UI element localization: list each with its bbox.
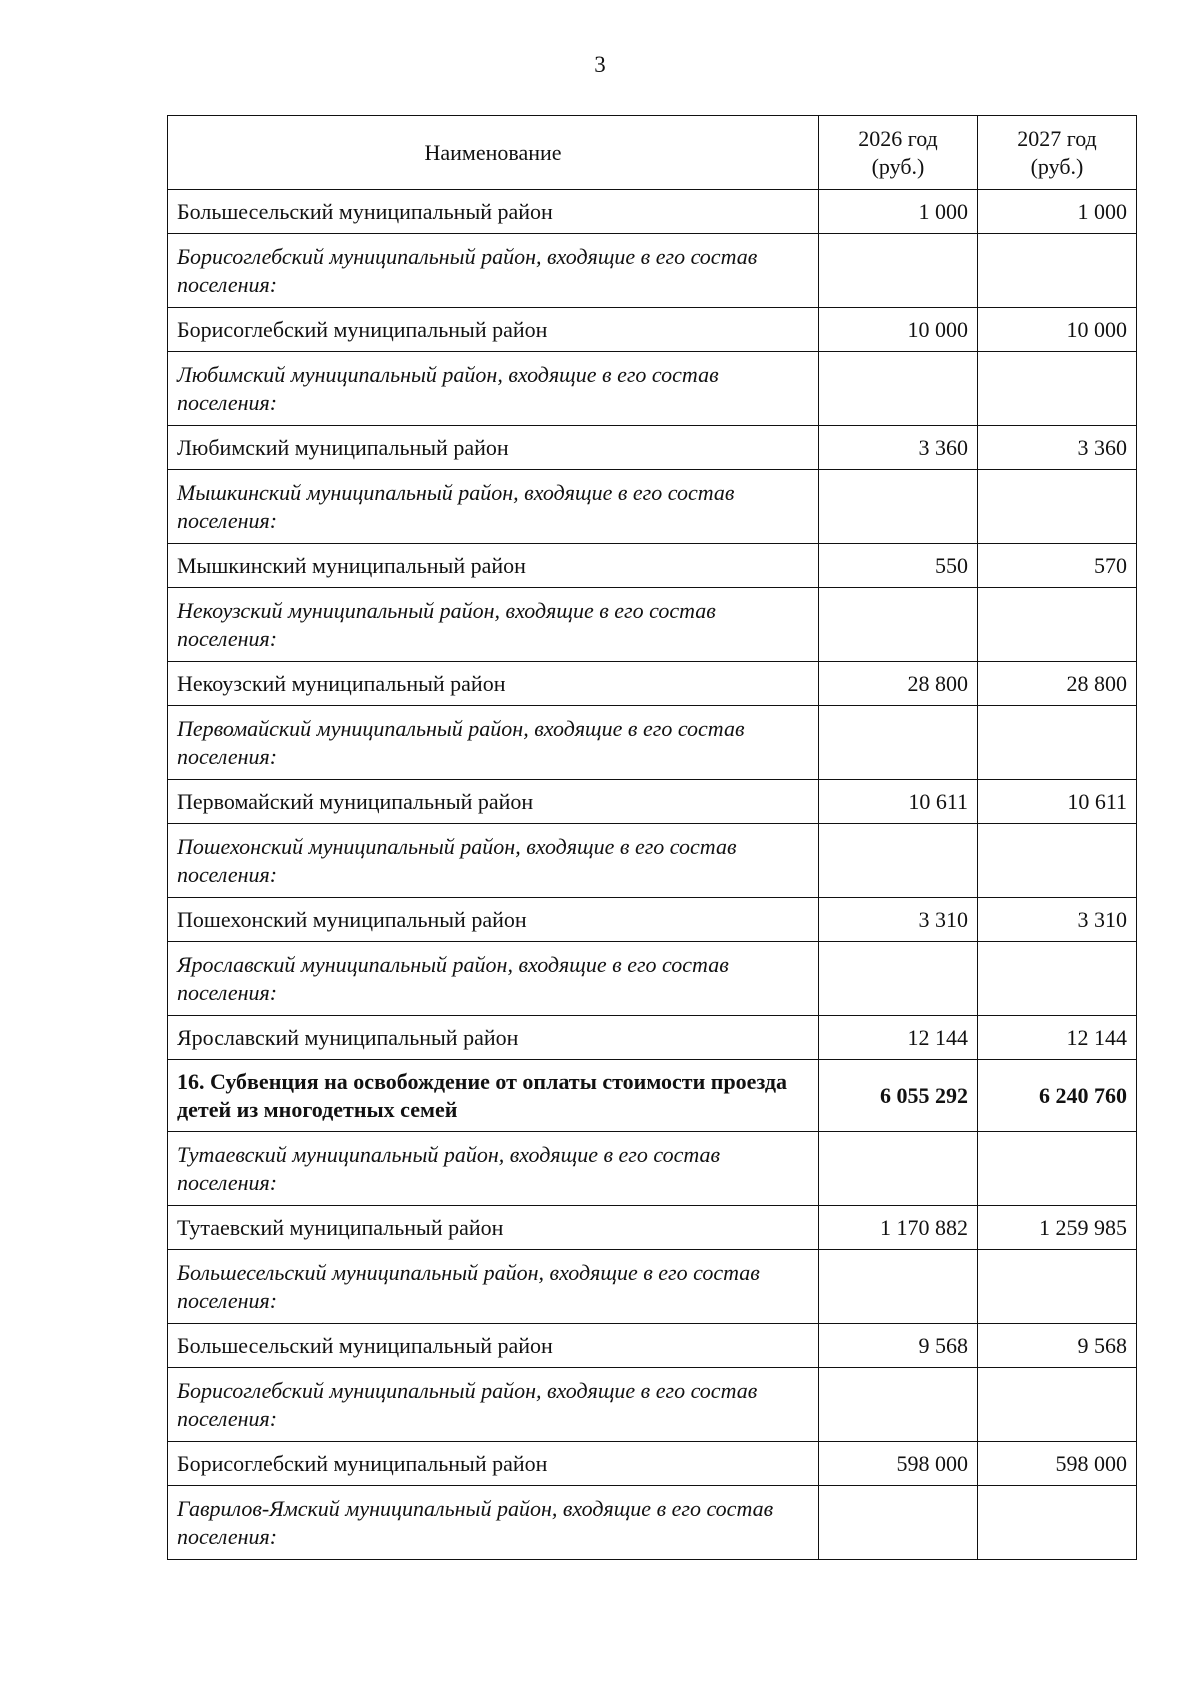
row-value-2027-cell: 10 000 [978, 308, 1137, 352]
table-row [168, 588, 1137, 662]
table-row [168, 234, 1137, 308]
row-value-2026-cell: 9 568 [819, 1324, 978, 1368]
table-row [168, 426, 1137, 470]
row-value-2027-cell [978, 1250, 1137, 1324]
table-row [168, 662, 1137, 706]
row-name-cell: Пошехонский муниципальный район [168, 898, 819, 942]
page-number: 3 [594, 52, 606, 77]
table-row [168, 1132, 1137, 1206]
table-row [168, 780, 1137, 824]
header-year-2026-label: 2026 год [858, 125, 938, 151]
row-value-2026-cell: 1 000 [819, 190, 978, 234]
row-value-2027-cell [978, 1132, 1137, 1206]
header-year-2027 [978, 116, 1137, 190]
table-row [168, 942, 1137, 1016]
row-value-2027-cell [978, 824, 1137, 898]
row-name-cell: Ярославский муниципальный район [168, 1016, 819, 1060]
row-name-cell: Пошехонский муниципальный район, входящие в его состав поселения: [168, 824, 819, 898]
row-value-2026-cell: 10 000 [819, 308, 978, 352]
row-value-2027-cell [978, 942, 1137, 1016]
row-value-2026-cell [819, 352, 978, 426]
row-value-2027-cell: 570 [978, 544, 1137, 588]
row-value-2026-cell: 1 170 882 [819, 1206, 978, 1250]
row-value-2026-cell [819, 706, 978, 780]
row-value-2027-cell [978, 352, 1137, 426]
row-value-2027-cell [978, 1486, 1137, 1560]
table-row [168, 470, 1137, 544]
row-name-cell: Мышкинский муниципальный район [168, 544, 819, 588]
header-year-2026 [819, 116, 978, 190]
row-value-2027-cell [978, 470, 1137, 544]
header-year-2027-unit: (руб.) [1030, 153, 1084, 179]
row-name-cell: Борисоглебский муниципальный район, входящие в его состав поселения: [168, 1368, 819, 1442]
row-value-2026-cell [819, 942, 978, 1016]
row-value-2027-cell: 10 611 [978, 780, 1137, 824]
row-name-cell: Мышкинский муниципальный район, входящие в его состав поселения: [168, 470, 819, 544]
table-row [168, 1250, 1137, 1324]
header-year-2026-unit: (руб.) [871, 153, 925, 179]
row-value-2027-cell: 9 568 [978, 1324, 1137, 1368]
table-row [168, 308, 1137, 352]
row-value-2026-cell: 598 000 [819, 1442, 978, 1486]
row-name-cell: Любимский муниципальный район [168, 426, 819, 470]
row-name-cell: Тутаевский муниципальный район, входящие в его состав поселения: [168, 1132, 819, 1206]
row-name-cell: Некоузский муниципальный район [168, 662, 819, 706]
table-row [168, 1368, 1137, 1442]
table-row [168, 1324, 1137, 1368]
row-value-2027-cell [978, 1368, 1137, 1442]
row-value-2027-cell: 3 360 [978, 426, 1137, 470]
row-value-2026-cell [819, 470, 978, 544]
row-value-2026-cell: 10 611 [819, 780, 978, 824]
table-body [168, 190, 1137, 1560]
table-row [168, 1016, 1137, 1060]
row-name-cell: 16. Субвенция на освобождение от оплаты стоимости проезда детей из многодетных семей [168, 1060, 819, 1132]
row-value-2027-cell [978, 706, 1137, 780]
table-row [168, 1486, 1137, 1560]
row-value-2026-cell [819, 1486, 978, 1560]
table-header-row [168, 116, 1137, 190]
row-value-2026-cell [819, 1132, 978, 1206]
row-name-cell: Первомайский муниципальный район, входящие в его состав поселения: [168, 706, 819, 780]
row-value-2027-cell: 1 259 985 [978, 1206, 1137, 1250]
row-name-cell: Гаврилов-Ямский муниципальный район, входящие в его состав поселения: [168, 1486, 819, 1560]
row-value-2027-cell [978, 234, 1137, 308]
row-name-cell: Большесельский муниципальный район [168, 1324, 819, 1368]
row-name-cell: Ярославский муниципальный район, входящие в его состав поселения: [168, 942, 819, 1016]
row-name-cell: Большесельский муниципальный район, входящие в его состав поселения: [168, 1250, 819, 1324]
row-value-2027-cell: 3 310 [978, 898, 1137, 942]
table-row [168, 190, 1137, 234]
row-name-cell: Тутаевский муниципальный район [168, 1206, 819, 1250]
row-value-2026-cell [819, 1368, 978, 1442]
row-value-2027-cell: 1 000 [978, 190, 1137, 234]
table-row [168, 706, 1137, 780]
row-value-2027-cell: 598 000 [978, 1442, 1137, 1486]
row-value-2026-cell [819, 588, 978, 662]
table-row [168, 544, 1137, 588]
row-name-cell: Любимский муниципальный район, входящие в его состав поселения: [168, 352, 819, 426]
row-value-2027-cell: 12 144 [978, 1016, 1137, 1060]
header-year-2027-label: 2027 год [1017, 125, 1097, 151]
table-row [168, 1206, 1137, 1250]
header-name: Наименование [168, 116, 819, 190]
table-row [168, 352, 1137, 426]
row-value-2026-cell: 6 055 292 [819, 1060, 978, 1132]
row-value-2027-cell: 6 240 760 [978, 1060, 1137, 1132]
row-value-2026-cell: 12 144 [819, 1016, 978, 1060]
row-value-2026-cell: 550 [819, 544, 978, 588]
row-value-2026-cell [819, 234, 978, 308]
row-name-cell: Первомайский муниципальный район [168, 780, 819, 824]
table-row [168, 898, 1137, 942]
row-value-2026-cell: 3 310 [819, 898, 978, 942]
budget-table [167, 115, 1137, 1560]
row-value-2027-cell: 28 800 [978, 662, 1137, 706]
row-value-2026-cell: 28 800 [819, 662, 978, 706]
row-name-cell: Борисоглебский муниципальный район [168, 308, 819, 352]
row-value-2026-cell: 3 360 [819, 426, 978, 470]
row-name-cell: Большесельский муниципальный район [168, 190, 819, 234]
row-value-2026-cell [819, 824, 978, 898]
row-name-cell: Борисоглебский муниципальный район [168, 1442, 819, 1486]
row-value-2027-cell [978, 588, 1137, 662]
table-row [168, 1060, 1137, 1132]
row-name-cell: Некоузский муниципальный район, входящие в его состав поселения: [168, 588, 819, 662]
table-row [168, 1442, 1137, 1486]
row-value-2026-cell [819, 1250, 978, 1324]
row-name-cell: Борисоглебский муниципальный район, входящие в его состав поселения: [168, 234, 819, 308]
table-row [168, 824, 1137, 898]
